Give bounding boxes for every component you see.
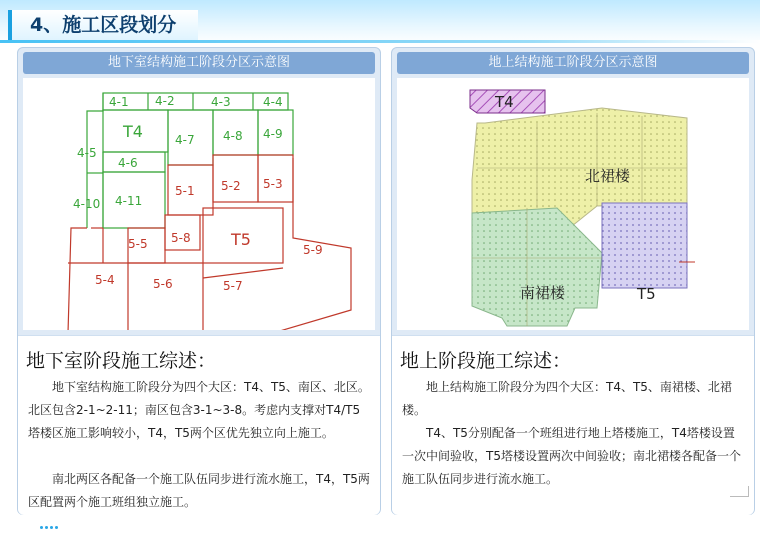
zone-label: 4-10 bbox=[73, 197, 101, 211]
above-ground-plan-svg bbox=[397, 78, 749, 330]
t5-tower-zone bbox=[602, 203, 687, 288]
above-ground-zoning-diagram bbox=[397, 78, 749, 330]
basement-plan-svg bbox=[23, 78, 375, 330]
zone-label: T4 bbox=[495, 93, 514, 111]
slide-title-tab bbox=[8, 10, 198, 40]
zone-label: 4-4 bbox=[263, 95, 283, 109]
basement-summary-title: 地下室阶段施工综述： bbox=[26, 350, 217, 372]
zone-label: 4-8 bbox=[223, 129, 243, 143]
decorative-dots bbox=[40, 514, 64, 522]
zone-label: 4-9 bbox=[263, 127, 283, 141]
zone-label: T5 bbox=[231, 230, 251, 249]
zone-label: 4-5 bbox=[77, 146, 97, 160]
zone-label: 4-6 bbox=[118, 156, 138, 170]
zone-label: 5-7 bbox=[223, 279, 243, 293]
zone-label: T4 bbox=[123, 122, 143, 141]
zone-label: 5-3 bbox=[263, 177, 283, 191]
zone-label: 5-9 bbox=[303, 243, 323, 257]
above-ground-summary-paragraph: T4、T5分别配备一个班组进行地上塔楼施工，T4塔楼设置一次中间验收，T5塔楼设置两次中间验收；南北裙楼各配备一个施工队伍同步进行流水施工。 bbox=[402, 426, 741, 486]
zone-label: 4-3 bbox=[211, 95, 231, 109]
zone-label: 4-1 bbox=[109, 95, 129, 109]
zone-label: 5-4 bbox=[95, 273, 115, 287]
above-ground-panel-heading: 地上结构施工阶段分区示意图 bbox=[397, 52, 749, 74]
above-ground-summary-paragraph: 地上结构施工阶段分为四个大区：T4、T5、南裙楼、北裙楼。 bbox=[402, 380, 732, 417]
zone-label: T5 bbox=[637, 285, 656, 303]
zone-label: 5-8 bbox=[171, 231, 191, 245]
basement-panel bbox=[17, 47, 381, 515]
zone-label: 北裙楼 bbox=[585, 167, 631, 185]
zone-label: 4-2 bbox=[155, 94, 175, 108]
slide-title: 4、施工区段划分 bbox=[30, 14, 177, 36]
basement-zoning-diagram bbox=[23, 78, 375, 330]
decorative-corner bbox=[730, 486, 749, 497]
basement-panel-heading: 地下室结构施工阶段分区示意图 bbox=[23, 52, 375, 74]
basement-summary-paragraph: 南北两区各配备一个施工队伍同步进行流水施工，T4，T5两区配置两个施工班组独立施工。 bbox=[28, 472, 370, 509]
zone-label: 5-1 bbox=[175, 184, 195, 198]
zone-label: 4-7 bbox=[175, 133, 195, 147]
zone-label: 5-6 bbox=[153, 277, 173, 291]
zone-label: 南裙楼 bbox=[520, 284, 566, 302]
basement-summary bbox=[18, 335, 380, 515]
above-ground-summary bbox=[392, 335, 754, 515]
south-podium-zone bbox=[472, 208, 602, 326]
basement-summary-paragraph: 地下室结构施工阶段分为四个大区：T4、T5、南区、北区。北区包含2-1~2-11；南区包含3-1~3-8。考虑内支撑对T4/T5塔楼区施工影响较小，T4，T5两个区优先独立向上施工。 bbox=[28, 380, 370, 440]
zone-label: 5-5 bbox=[128, 237, 148, 251]
above-ground-panel bbox=[391, 47, 755, 515]
zone-label: 4-11 bbox=[115, 194, 143, 208]
above-ground-summary-title: 地上阶段施工综述： bbox=[400, 350, 572, 372]
zone-label: 5-2 bbox=[221, 179, 241, 193]
